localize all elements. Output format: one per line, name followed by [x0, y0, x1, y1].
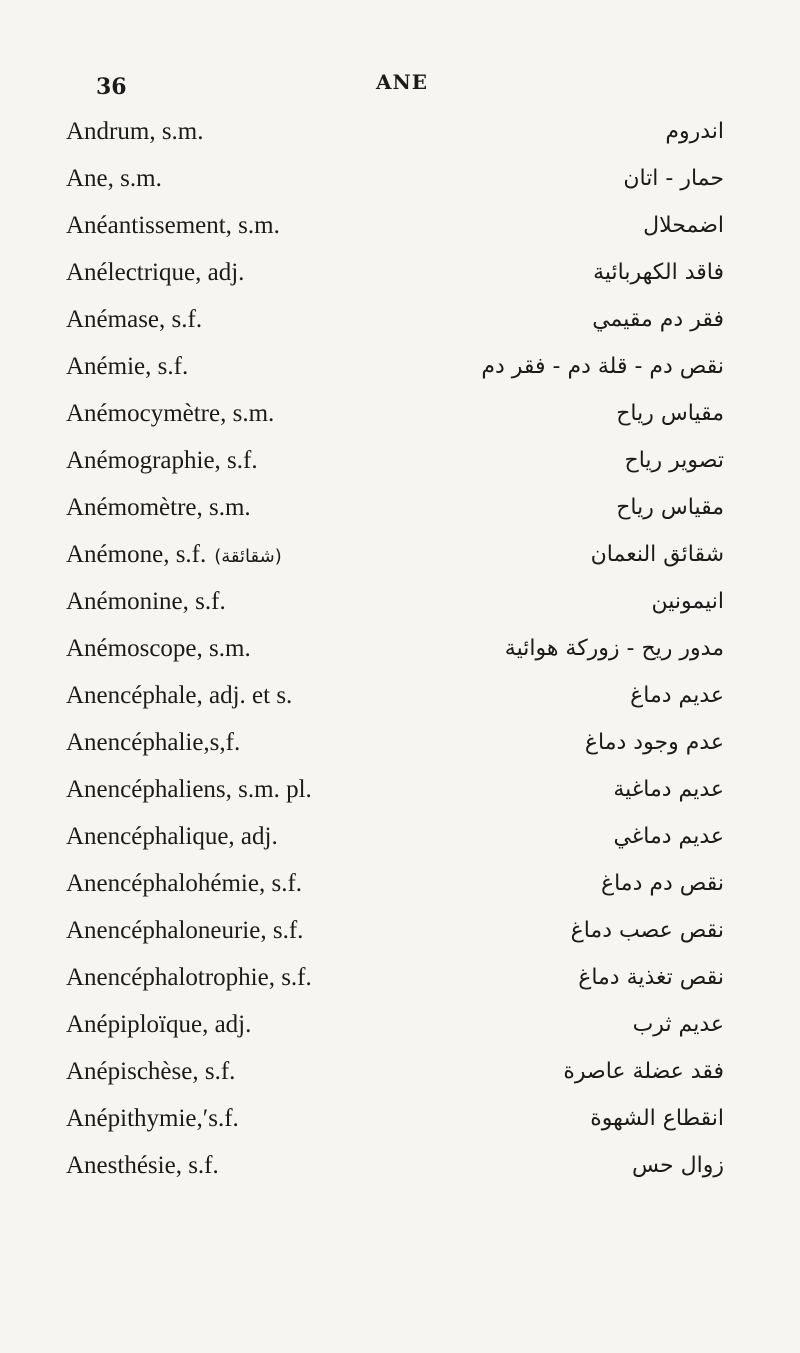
arabic-translation: عديم دماغي	[613, 824, 724, 849]
arabic-translation: نقص دم دماغ	[600, 871, 724, 896]
french-term: Anémocymètre, s.m.	[66, 400, 275, 427]
entry-row	[0, 1005, 800, 1045]
entry-row	[0, 817, 800, 857]
entry-row	[0, 394, 800, 434]
entry-row	[0, 441, 800, 481]
entry-row	[0, 958, 800, 998]
french-term: Anencéphalique, adj.	[66, 823, 278, 850]
french-term: Anépischèse, s.f.	[66, 1058, 236, 1085]
french-term: Anencéphaliens, s.m. pl.	[66, 776, 312, 803]
arabic-translation: عدم وجود دماغ	[584, 730, 724, 755]
arabic-translation: حمار - اتان	[623, 166, 724, 191]
french-term: Anesthésie, s.f.	[66, 1152, 219, 1179]
arabic-translation: عديم دماغية	[613, 777, 724, 802]
arabic-translation: شقائق النعمان	[590, 542, 724, 567]
entry-row	[0, 253, 800, 293]
french-term: Anémomètre, s.m.	[66, 494, 251, 521]
entry-row	[0, 770, 800, 810]
entry-row	[0, 582, 800, 622]
entry-row	[0, 676, 800, 716]
french-term	[66, 535, 282, 577]
french-term: Anépiploïque, adj.	[66, 1011, 252, 1038]
french-term: Anémase, s.f.	[66, 306, 203, 333]
entry-row	[0, 488, 800, 528]
entry-row	[0, 112, 800, 152]
french-term: Anémonine, s.f.	[66, 588, 226, 615]
french-term: Ane, s.m.	[66, 165, 162, 192]
french-term: Anélectrique, adj.	[66, 259, 245, 286]
french-term: Anémographie, s.f.	[66, 447, 258, 474]
french-term: Anémoscope, s.m.	[66, 635, 251, 662]
arabic-translation: انيمونين	[651, 589, 724, 614]
arabic-translation: نقص تغذية دماغ	[578, 965, 724, 990]
arabic-translation: فقد عضلة عاصرة	[563, 1059, 724, 1084]
running-head: ANE	[376, 70, 429, 94]
arabic-translation: مقياس رياح	[616, 495, 724, 520]
entry-row	[0, 300, 800, 340]
entry-row	[0, 629, 800, 669]
french-term: Anémie, s.f.	[66, 353, 189, 380]
arabic-translation: عديم ثرب	[632, 1012, 724, 1037]
arabic-translation: انقطاع الشهوة	[590, 1106, 724, 1131]
arabic-translation: نقص دم - قلة دم - فقر دم	[481, 354, 724, 379]
french-term: Anencéphale, adj. et s.	[66, 682, 293, 709]
french-term-text: Anémone, s.f.	[66, 541, 207, 568]
entry-row	[0, 1099, 800, 1139]
arabic-translation: اضمحلال	[643, 213, 724, 238]
arabic-translation: مقياس رياح	[616, 401, 724, 426]
french-term: Anéantissement, s.m.	[66, 212, 280, 239]
arabic-translation: عديم دماغ	[630, 683, 724, 708]
entry-row	[0, 347, 800, 387]
entry-row	[0, 206, 800, 246]
arabic-translation: فاقد الكهربائية	[593, 260, 724, 285]
entry-row	[0, 723, 800, 763]
french-term: Anencéphalotrophie, s.f.	[66, 964, 312, 991]
arabic-translation: زوال حس	[632, 1153, 724, 1178]
french-term: Anencéphalohémie, s.f.	[66, 870, 303, 897]
entry-row	[0, 864, 800, 904]
arabic-translation: نقص عصب دماغ	[570, 918, 724, 943]
page-number: 36	[96, 74, 127, 100]
entry-row	[0, 1052, 800, 1092]
entry-row	[0, 535, 800, 575]
entry-row	[0, 159, 800, 199]
french-term: Andrum, s.m.	[66, 118, 204, 145]
arabic-translation: مدور ريح - زوركة هوائية	[504, 636, 724, 661]
arabic-translation: فقر دم مقيمي	[592, 307, 724, 332]
french-term: Anépithymie,ʹs.f.	[66, 1105, 239, 1132]
arabic-translation: تصوير رياح	[624, 448, 724, 473]
entry-row	[0, 911, 800, 951]
arabic-gloss: (شقائقة)	[214, 546, 282, 567]
arabic-translation: اندروم	[665, 119, 724, 144]
entry-row	[0, 1146, 800, 1186]
french-term: Anencéphalie,s,f.	[66, 729, 241, 756]
french-term: Anencéphaloneurie, s.f.	[66, 917, 304, 944]
